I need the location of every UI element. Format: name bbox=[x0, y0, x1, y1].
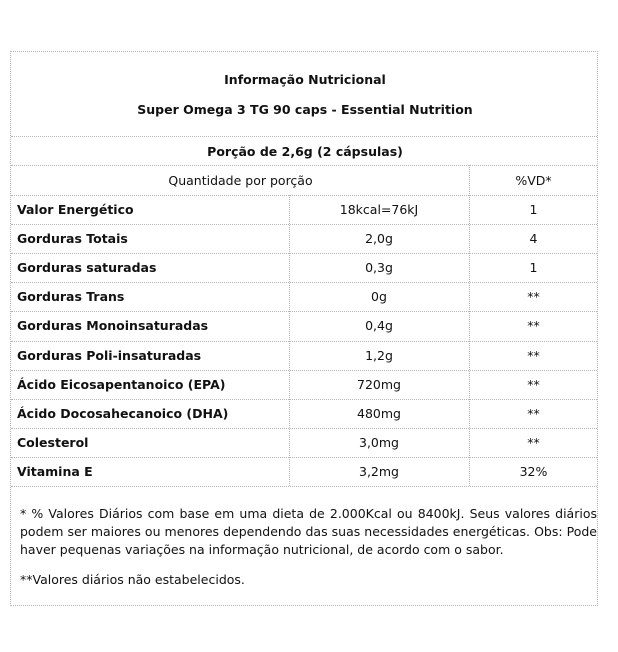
nutrient-name: Valor Energético bbox=[17, 202, 134, 217]
product-name: Super Omega 3 TG 90 caps - Essential Nutrition bbox=[137, 102, 473, 117]
table-title: Informação Nutricional bbox=[224, 72, 386, 87]
nutrient-dv: 1 bbox=[529, 202, 538, 217]
nutrient-name: Gorduras Totais bbox=[17, 231, 128, 246]
row-divider bbox=[11, 224, 597, 225]
nutrient-dv: ** bbox=[527, 289, 540, 304]
nutrient-dv: ** bbox=[527, 406, 540, 421]
column-header-quantity: Quantidade por porção bbox=[168, 173, 313, 188]
nutrient-name: Colesterol bbox=[17, 435, 89, 450]
nutrient-amount: 2,0g bbox=[365, 231, 393, 246]
divider-columns bbox=[11, 195, 597, 196]
footnote-daily-values: * % Valores Diários com base em uma dieta de 2.000Kcal ou 8400kJ. Seus valores diários podem ser maiores ou menores dependendo das suas necessidades energéticas. Obs: Pode haver pequenas variações na informação nutricional, de acordo com o sabor. bbox=[20, 506, 597, 557]
nutrient-name: Vitamina E bbox=[17, 464, 93, 479]
nutrition-facts-panel bbox=[10, 51, 598, 606]
nutrient-name: Gorduras Poli-insaturadas bbox=[17, 348, 202, 363]
nutrient-amount: 3,0mg bbox=[359, 435, 399, 450]
nutrient-name: Gorduras Trans bbox=[17, 289, 125, 304]
nutrient-dv: ** bbox=[527, 435, 540, 450]
nutrient-dv: 1 bbox=[529, 260, 538, 275]
nutrient-dv: ** bbox=[527, 377, 540, 392]
row-divider bbox=[11, 399, 597, 400]
nutrient-name: Ácido Docosahecanoico (DHA) bbox=[17, 406, 229, 421]
row-divider bbox=[11, 253, 597, 254]
nutrient-amount: 3,2mg bbox=[359, 464, 399, 479]
nutrient-name: Ácido Eicosapentanoico (EPA) bbox=[17, 377, 226, 392]
row-divider bbox=[11, 282, 597, 283]
divider-footer bbox=[11, 486, 597, 487]
nutrient-dv: ** bbox=[527, 348, 540, 363]
row-divider bbox=[11, 311, 597, 312]
divider-header bbox=[11, 136, 597, 137]
nutrient-amount: 0,4g bbox=[365, 318, 393, 333]
row-divider bbox=[11, 370, 597, 371]
portion-size: Porção de 2,6g (2 cápsulas) bbox=[207, 144, 403, 159]
footnote-not-established: **Valores diários não estabelecidos. bbox=[20, 572, 245, 587]
nutrient-amount: 480mg bbox=[357, 406, 401, 421]
nutrient-name: Gorduras saturadas bbox=[17, 260, 157, 275]
nutrient-dv: 4 bbox=[529, 231, 538, 246]
divider-portion bbox=[11, 165, 597, 166]
column-header-dv: %VD* bbox=[515, 173, 552, 188]
row-divider bbox=[11, 341, 597, 342]
nutrient-amount: 0,3g bbox=[365, 260, 393, 275]
nutrient-dv: 32% bbox=[519, 464, 548, 479]
nutrient-amount: 1,2g bbox=[365, 348, 393, 363]
nutrient-dv: ** bbox=[527, 318, 540, 333]
nutrient-amount: 720mg bbox=[357, 377, 401, 392]
nutrient-amount: 18kcal=76kJ bbox=[339, 202, 419, 217]
row-divider bbox=[11, 457, 597, 458]
nutrient-amount: 0g bbox=[371, 289, 387, 304]
nutrient-name: Gorduras Monoinsaturadas bbox=[17, 318, 209, 333]
row-divider bbox=[11, 428, 597, 429]
